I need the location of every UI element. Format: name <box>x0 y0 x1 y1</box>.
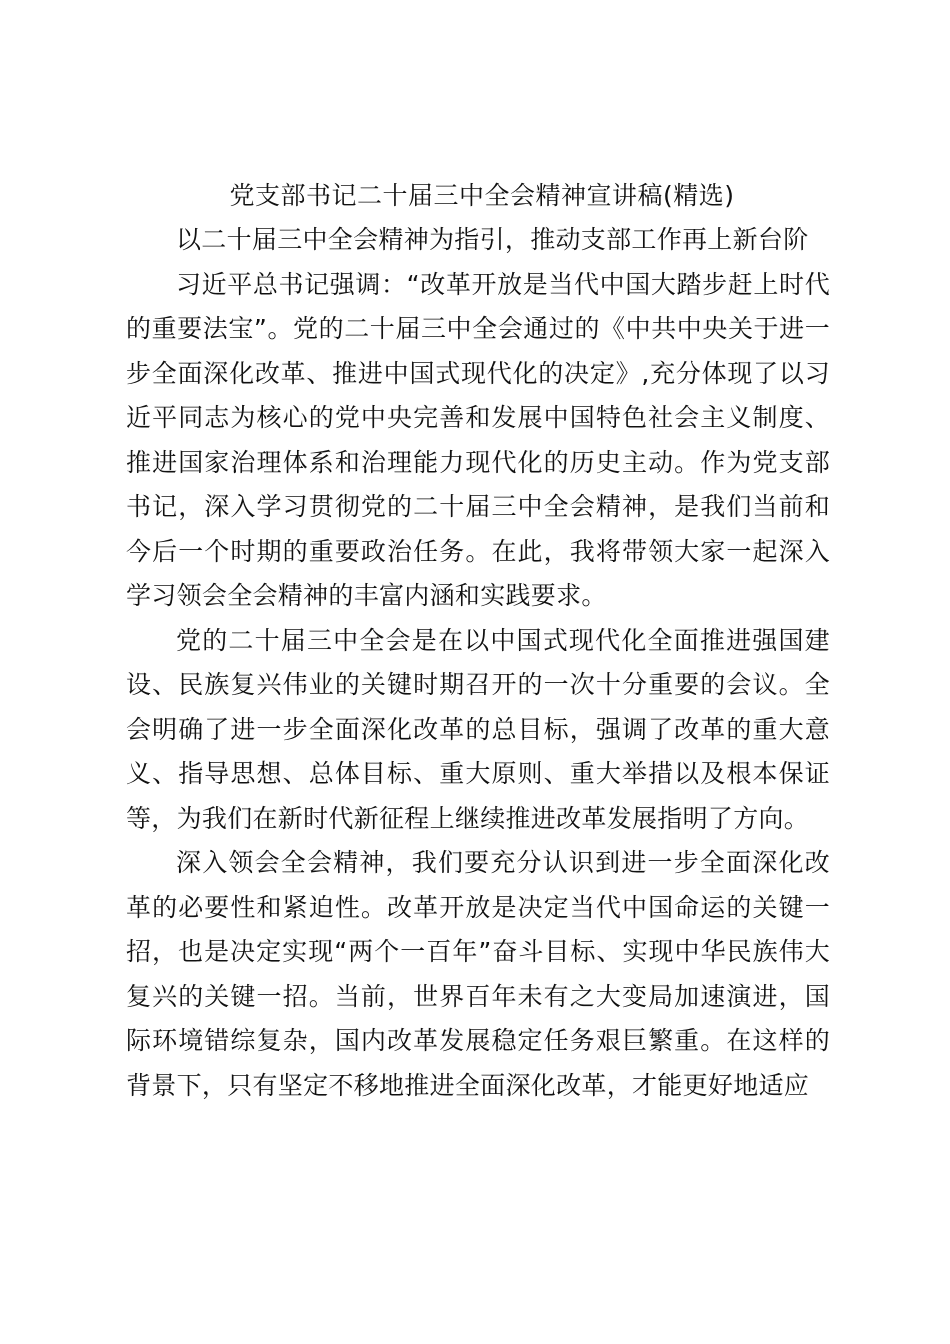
paragraph-1: 习近平总书记强调：“改革开放是当代中国大踏步赶上时代的重要法宝”。党的二十届三中全会通过的《中共中央关于进一步全面深化改革、推进中国式现代化的决定》,充分体现了以习近平同志为核心的党中央完善和发展中国特色社会主义制度、推进国家治理体系和治理能力现代化的历史主动。作为党支部书记，深入学习贯彻党的二十届三中全会精神，是我们当前和今后一个时期的重要政治任务。在此，我将带领大家一起深入学习领会全会精神的丰富内涵和实践要求。 <box>126 269 830 610</box>
paragraph-2: 党的二十届三中全会是在以中国式现代化全面推进强国建设、民族复兴伟业的关键时期召开的一次十分重要的会议。全会明确了进一步全面深化改革的总目标，强调了改革的重大意义、指导思想、总体目标、重大原则、重大举措以及根本保证等，为我们在新时代新征程上继续推进改革发展指明了方向。 <box>126 625 830 833</box>
document-title: 党支部书记二十届三中全会精神宣讲稿(精选) <box>229 181 735 210</box>
document-page <box>126 174 830 1108</box>
document-subtitle: 以二十届三中全会精神为指引，推动支部工作再上新台阶 <box>176 225 809 254</box>
paragraph-3: 深入领会全会精神，我们要充分认识到进一步全面深化改革的必要性和紧迫性。改革开放是决定当代中国命运的关键一招，也是决定实现“两个一百年”奋斗目标、实现中华民族伟大复兴的关键一招。当前，世界百年未有之大变局加速演进，国际环境错综复杂，国内改革发展稳定任务艰巨繁重。在这样的背景下，只有坚定不移地推进全面深化改革，才能更好地适应 <box>126 848 830 1100</box>
